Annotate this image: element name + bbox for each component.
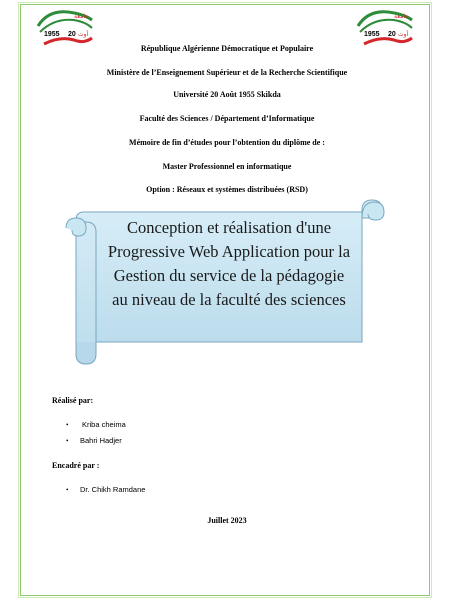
university-name: Université 20 Août 1955 Skikda [173,90,281,99]
option-name: Option : Réseaux et systèmes distribuées (RSD) [146,185,308,194]
logo-arabic-top: جامعة [394,13,409,20]
supervisor-name: Dr. Chikh Ramdane [80,485,146,494]
republic-name: République Algérienne Démocratique et Populaire [140,44,314,53]
ministry-name: Ministère de l’Enseignement Supérieur et de la Recherche Scientifique [106,68,348,77]
title-line-1: Conception et réalisation d'une [126,218,332,237]
logo-day: 20 [388,31,396,38]
logo-arabic: أوت [78,31,89,38]
thesis-statement: Mémoire de fin d’études pour l’obtention du diplôme de : [129,138,325,147]
logo-arabic-top: جامعة [74,13,89,20]
university-logo-left [34,6,98,48]
logo-arabic: أوت [398,31,409,38]
faculty-name: Faculté des Sciences / Département d’Informatique [139,114,315,123]
university-logo-right [354,6,418,48]
thesis-title [84,216,374,312]
logo-day: 20 [68,31,76,38]
bullet-icon: • [66,437,69,445]
title-line-4: au niveau de la faculté des sciences [112,290,346,309]
title-line-2: Progressive Web Application pour la [107,242,351,261]
authors-label: Réalisé par: [52,396,94,405]
supervisor-label: Encadré par : [52,461,100,470]
submission-date: Juillet 2023 [207,516,247,525]
degree-name: Master Professionnel en informatique [162,162,292,171]
bullet-icon: • [66,421,69,429]
author-name: Kriba cheima [82,420,126,429]
logo-year: 1955 [44,31,60,38]
author-name: Bahri Hadjer [80,436,122,445]
title-line-3: Gestion du service de la pédagogie [113,266,345,285]
bullet-icon: • [66,486,69,494]
logo-year: 1955 [364,31,380,38]
